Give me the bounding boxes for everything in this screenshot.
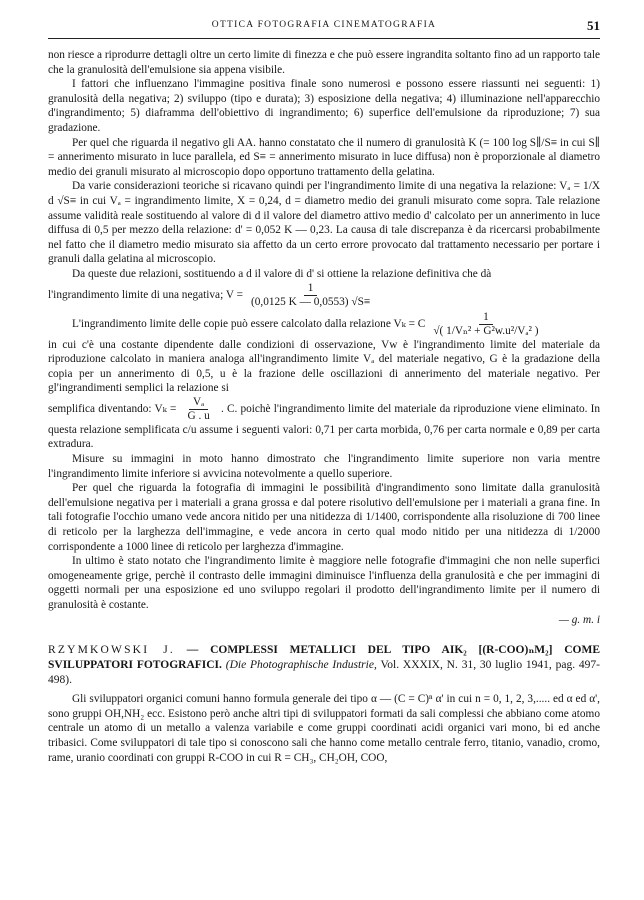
paragraph-9: Misure su immagini in moto hanno dimostrato che l'ingrandimento limite superiore non varia mentre l'ingrandimento limite inferiore si avvicina notevolmente a quello superiore.: [48, 453, 600, 480]
entry-body: Gli sviluppatori organici comuni hanno formula generale dei tipo α — (C = C)ⁿ α' in cui n = 0, 1, 2, 3,..... ed α ed α', sono gruppi OH,NH₂ ecc. Esistono però anche altri tipi di sviluppatori formati da sali complessi che abbiano come atomo centrale un atomo di un metallo a valenza variabile e come gruppi coordinati acidi organici vari mono, bi ed anche tribasici. Come sviluppatori di tale tipo si conoscono sali che hanno come metallo centrale ferro, titanio, vanadio, cromo, rame, uranio coordinati con gruppi R-COO in cui R = CH₃, CH₂OH, COO,: [48, 693, 600, 764]
entry-source-details: Vol. XXXIX, N. 31, 30 luglio 1941, pag. 497-498).: [48, 659, 600, 687]
signature: — g. m. i: [558, 613, 600, 626]
paragraph-2: I fattori che influenzano l'immagine positiva finale sono numerosi e possono essere riassunti nei seguenti: 1) granulosità della negativa; 2) sviluppo (tipo e durata); 3) esposizione della negativa; 4) illuminazione nell'apparecchio d'ingrandimento; 5) diaframma dell'obiettivo di ingrandimento; 6) superfice dell'emulsione da riproduzione; 7) sua gradazione.: [48, 78, 600, 134]
formula-3-lead: semplifica diventando: Vₖ =: [48, 402, 177, 415]
paragraph-8: [48, 396, 600, 452]
header-rule: [48, 38, 600, 39]
copy-limit-formula: [48, 311, 600, 338]
formula-2-fraction: [429, 311, 542, 338]
formula-2-lead: L'ingrandimento limite delle copie può essere calcolato dalla relazione Vₖ = C: [72, 317, 426, 330]
article-body: [48, 48, 600, 765]
entry-title: — COMPLESSI METALLICI DEL TIPO AIK₂ [(R-COO)ₙM₂] COME SVILUPPATORI FOTOGRAFICI.: [48, 644, 601, 672]
formula-2-denominator: √( 1/Vₙ² + G²w.u²/Vₐ² ): [433, 324, 539, 337]
formula-1-denominator: (0,0125 K — 0,0553) √S≡: [250, 295, 371, 308]
formula-3-tail: . C. poichè l'ingrandimento limite del materiale da riproduzione viene eliminato. In questa relazione semplificata c/u assume i seguenti valori: 0,71 per carta morbida, 0,76 per carta normale e 0,89 per carta extradura.: [48, 402, 601, 451]
formula-3-numerator: Vₐ: [189, 396, 208, 410]
formula-3-denominator: G . u: [187, 409, 210, 422]
section-gap: [48, 627, 600, 643]
paragraph-5-intro: Da queste due relazioni, sostituendo a d il valore di d' si ottiene la relazione definitiva che dà: [72, 267, 492, 280]
formula-2-numerator: 1: [479, 311, 493, 325]
entry-journal: (Die Photographische Industrie,: [225, 659, 377, 672]
formula-1-lead: l'ingrandimento limite di una negativa; V =: [48, 288, 243, 301]
paragraph-1: non riesce a riprodurre dettagli oltre un certo limite di finezza e che può essere ingrandita soltanto fino ad un rapporto tale che la granulosità dell'emulsione sia appena visibile.: [48, 49, 600, 76]
running-head-title: OTTICA FOTOGRAFIA CINEMATOGRAFIA: [211, 20, 437, 30]
paragraph-10: Per quel che riguarda la fotografia di immagini le possibilità d'ingrandimento sono limitate dalla granulosità dell'emulsione negativa per i materiali a grana grossa e dal potere risolutivo dell'emulsione per i materiali a grana fine. In tali fotografie l'occhio umano vede ancora nitido per una nitidezza di 1/1400, corrispondente alla risoluzione di 700 linee di reticolo per la larghezza dell'immagine, e vede ancora in certo qual modo nitido per una nitidezza di 1/2000 corrispondente a 1000 linee di reticolo per larghezza d'immagine.: [48, 482, 600, 553]
formula-1-fraction: [247, 282, 374, 309]
formula-3-fraction: [184, 396, 214, 423]
entry-author: RZYMKOWSKI J.: [48, 644, 175, 657]
negative-limit-formula: [48, 282, 600, 309]
paragraph-7: in cui c'è una costante dipendente dalle condizioni di osservazione, Vw è l'ingrandimento limite del materiale da riproduzione calcolato in maniera analoga all'ingrandimento limite Vₐ del materiale negativo, G è la gradazione della copia per un annerimento di 0,5, u è la frazione delle oscillazioni di annerimento del materiale negativo. Per gl'ingrandimenti semplici la relazione si: [48, 338, 600, 395]
entry-heading: [48, 643, 600, 688]
page-number: 51: [587, 18, 600, 33]
running-head: [48, 18, 600, 38]
paragraph-11: In ultimo è stato notato che l'ingrandimento limite è maggiore nelle fotografie d'immagini che non nelle superfici omogeneamente grige, perchè il contrasto delle immagini diminuisce l'influenza della granulosità e che per immagini di oggetti normali per una esposizione ed uno sviluppo regolari il prodotto dell'ingrandimento limite per il numero di granulosità è costante.: [48, 555, 600, 611]
paragraph-4: Da varie considerazioni teoriche si ricavano quindi per l'ingrandimento limite di una negativa la relazione: Vₐ = 1/X d √S≡ in cui Vₐ = ingrandimento limite, X = 0,24, d = diametro medio dei granuli misurato come sopra. Tale relazione assume validità reale sostituendo al valore di d il valore del diametro attivo medio d' calcolato per un annerimento in luce diffusa di 0,5 per mezzo della relazione: d' = 0,052 K — 0,23. La causa di tale discrepanza è da ricercarsi probabilmente nel fatto che il diametro medio misurato sia affetto da un certo errore provocato dal trattamento necessario per portare i granuli dalla gelatina al microscopio.: [48, 180, 600, 266]
formula-1-numerator: 1: [304, 282, 318, 296]
paragraph-3: Per quel che riguarda il negativo gli AA. hanno constatato che il numero di granulosità K (= 100 log S∥/S≡ in cui S∥ = annerimento misurato in luce parallela, ed S≡ = annerimento misurato in luce diffusa) non è proporzionale al diametro medio dei granuli misurato al microscopio dopo opportuno trattamento della gelatina.: [48, 136, 600, 178]
